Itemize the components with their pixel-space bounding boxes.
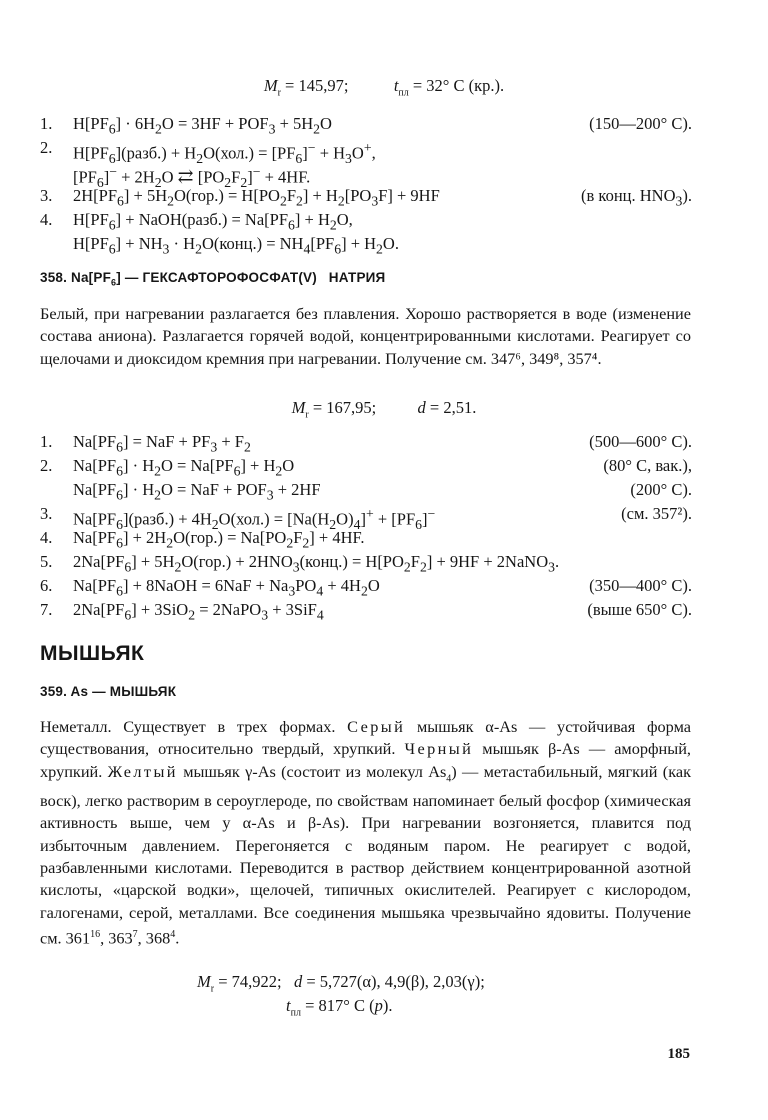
- molar-mass-napf6: $M_r = 167,95$; d = 2,51.: [291, 398, 477, 421]
- reaction-number: 4.: [40, 210, 53, 229]
- reaction-equation: $2H[PF_6] + 5H_2O(гор.) = H[PO_2F_2] + H_2[PO_3F] + 9HF$: [73, 186, 440, 209]
- melting-point-as: $t_{пл} = 817^\circ$ C (p).: [286, 996, 393, 1019]
- reaction-number: 3.: [40, 186, 53, 205]
- reaction-condition: (80° C, вак.),: [603, 456, 692, 475]
- reaction-number: 7.: [40, 600, 53, 619]
- reaction-number: 3.: [40, 504, 53, 523]
- reaction-equation: $H[PF_6]$ + NaOH(разб.) = $Na[PF_6] + H_2O$,: [73, 210, 353, 233]
- page-number: 185: [667, 1046, 690, 1062]
- reaction-number: 1.: [40, 432, 53, 451]
- reaction-number: 4.: [40, 528, 53, 547]
- reaction-number: 1.: [40, 114, 53, 133]
- reaction-equation: $[PF_6]^- + 2H_2O$ ⇄ $[PO_2F_2]^- + 4HF$.: [73, 164, 311, 190]
- section-heading-358: 358. $Na[PF_6]$ — ГЕКСАФТОРОФОСФАТ(V) НАТРИЯ: [40, 270, 386, 288]
- molar-mass-as: $M_r = 74,922$; d = 5,727(α), 4,9(β), 2,03(γ);: [197, 972, 485, 995]
- reaction-condition: (см. 357²).: [621, 504, 692, 523]
- reaction-number: 6.: [40, 576, 53, 595]
- reaction-equation: $H[PF_6] \cdot 6H_2O = 3HF + POF_3 + 5H_2O$: [73, 114, 332, 137]
- reaction-equation: $Na[PF_6] \cdot H_2O$ = NaF + $POF_3 + 2HF$: [73, 480, 321, 503]
- reaction-equation: $2Na[PF_6] + 5H_2O(гор.)$ + $2HNO_3(конц.) = H[PO_2F_2] + 9HF$ + 2NaNO$_3$.: [73, 552, 560, 575]
- section-358-description: Белый, при нагревании разлагается без плавления. Хорошо растворяется в воде (изменение состава аниона). Разлагается горячей водой, концентрированными кислотами. Реагирует со щелочами и диоксидом кремния при нагревании. Получение см. 347⁶, 349⁸, 357⁴.: [40, 304, 691, 368]
- reaction-equation: $Na[PF_6]$ = NaF + $PF_3 + F_2$: [73, 432, 251, 455]
- reaction-condition: (500—600° C).: [589, 432, 692, 451]
- reaction-condition: (в конц. $HNO_3$).: [581, 186, 692, 209]
- reaction-number: 2.: [40, 456, 53, 475]
- reaction-condition: (выше 650° C).: [587, 600, 692, 619]
- reaction-number: 5.: [40, 552, 53, 571]
- reaction-equation: $Na[PF_6]$ + 8NaOH = $6NaF + Na_3PO_4 + 4H_2O$: [73, 576, 380, 599]
- section-heading-359: 359. As — МЫШЬЯК: [40, 684, 177, 699]
- reaction-equation: $Na[PF_6](разб.) + 4H_2O(хол.) = [Na(H_2O)_4]^+ + [PF_6]^-$: [73, 506, 436, 532]
- reaction-equation: $H[PF_6](разб.) + H_2O(хол.) = [PF_6]^- + H_3O^+$,: [73, 140, 376, 166]
- reaction-number: 2.: [40, 138, 53, 157]
- reaction-equation: $H[PF_6] + NH_3$ · $H_2O(конц.) = NH_4[PF_6] + H_2O$.: [73, 234, 399, 257]
- chapter-title: МЫШЬЯК: [40, 642, 145, 665]
- reaction-condition: (150—200° C).: [589, 114, 692, 133]
- reaction-equation: $Na[PF_6] \cdot H_2O = Na[PF_6] + H_2O$: [73, 456, 295, 479]
- section-359-description: Неметалл. Существует в трех формах. Серый мышьяк α-As — устойчивая форма существования, относительно твердый, хрупкий. Черный мышьяк β-As — аморфный, хрупкий. Желтый мышьяк γ-As (состоит из молекул $As_4$) — метастабильный, мягкий (как воск), легко растворим в сероуглероде, по свойствам напоминает белый фосфор (химическая активность выше, чем у α-As и β-As). При нагревании возгоняется, плавится под избыточным давлением. Перегоняется с водяным паром. Не реагирует с водой, разбавленными кислотами. Переводится в раствор действием концентрированной азотной кислоты, «царской водки», щелочей, типичных окислителей. Реагирует с кислородом, галогенами, серой, металлами. Все соединения мышьяка чрезвычайно ядовиты. Получение см. $361^{16}$, $363^7$, $368^4$.: [40, 717, 691, 948]
- reaction-condition: (350—400° C).: [589, 576, 692, 595]
- reaction-equation: $Na[PF_6] + 2H_2O(гор.) = Na[PO_2F_2] + 4HF$.: [73, 528, 365, 551]
- reaction-equation: $2Na[PF_6] + 3SiO_2$ = 2NaPO$_3$ + 3SiF$_4$: [73, 600, 324, 623]
- molar-mass-hpf6: $M_r = 145,97$; $t_{пл} = 32^\circ$ C (кр.).: [263, 76, 505, 99]
- reaction-condition: (200° C).: [630, 480, 692, 499]
